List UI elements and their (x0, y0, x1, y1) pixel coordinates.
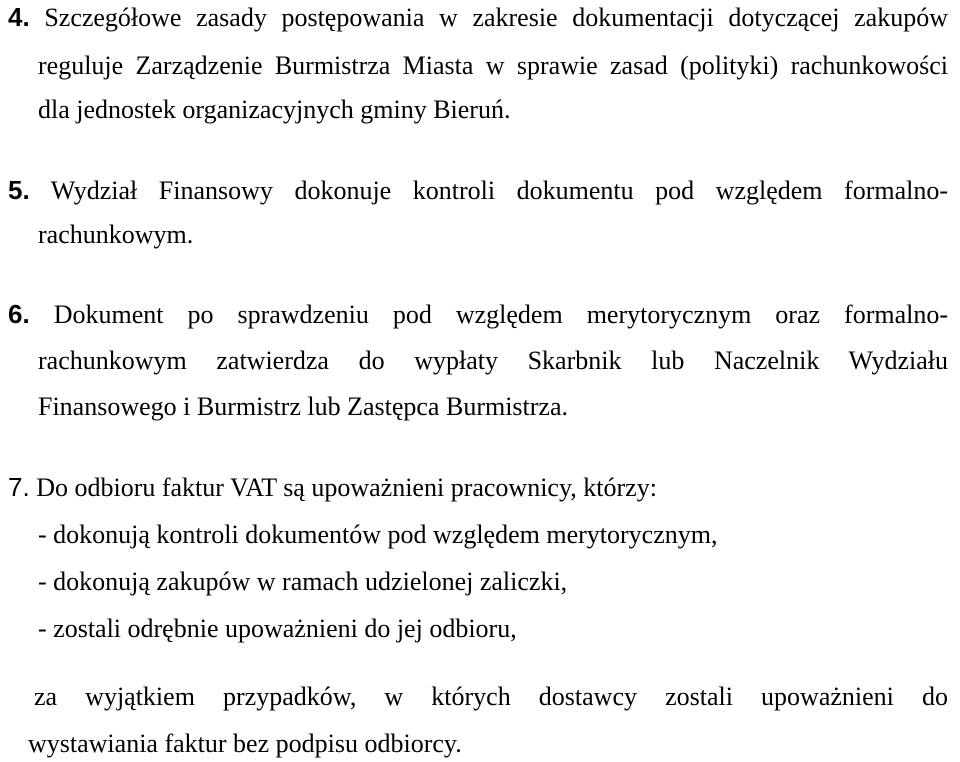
section-7-item-3: - zostali odrębnie upoważnieni do jej odbioru, (38, 614, 517, 643)
section-7-closing-line-1: za wyjątkiem przypadków, w których dostawcy zostali upoważnieni do (34, 682, 948, 711)
section-6-line-3: Finansowego i Burmistrz lub Zastępca Burmistrza. (38, 392, 569, 421)
section-4-line-1: Szczegółowe zasady postępowania w zakresie dokumentacji dotyczącej zakupów (44, 3, 948, 32)
section-5-line-1: Wydział Finansowy dokonuje kontroli dokumentu pod względem formalno- (50, 176, 949, 205)
section-7-intro: Do odbioru faktur VAT są upoważnieni pracownicy, którzy: (36, 473, 657, 502)
section-7-item-1: - dokonują kontroli dokumentów pod względem merytorycznym, (38, 520, 718, 549)
section-7-number: 7. (8, 472, 30, 502)
section-4-line-3: dla jednostek organizacyjnych gminy Bieruń. (38, 95, 511, 124)
section-5-line-2: rachunkowym. (38, 220, 194, 249)
section-7-item-2: - dokonują zakupów w ramach udzielonej zaliczki, (38, 567, 568, 596)
section-5-number: 5. (8, 175, 30, 205)
section-4-line-2: reguluje Zarządzenie Burmistrza Miasta w sprawie zasad (polityki) rachunkowości (38, 51, 948, 80)
section-7-closing-line-2: wystawiania faktur bez podpisu odbiorcy. (28, 729, 462, 758)
section-6-number: 6. (8, 299, 30, 329)
section-4-number: 4. (8, 2, 30, 32)
section-6-line-2: rachunkowym zatwierdza do wypłaty Skarbnik lub Naczelnik Wydziału (38, 346, 948, 375)
section-6-line-1: Dokument po sprawdzeniu pod względem merytorycznym oraz formalno- (53, 300, 948, 329)
